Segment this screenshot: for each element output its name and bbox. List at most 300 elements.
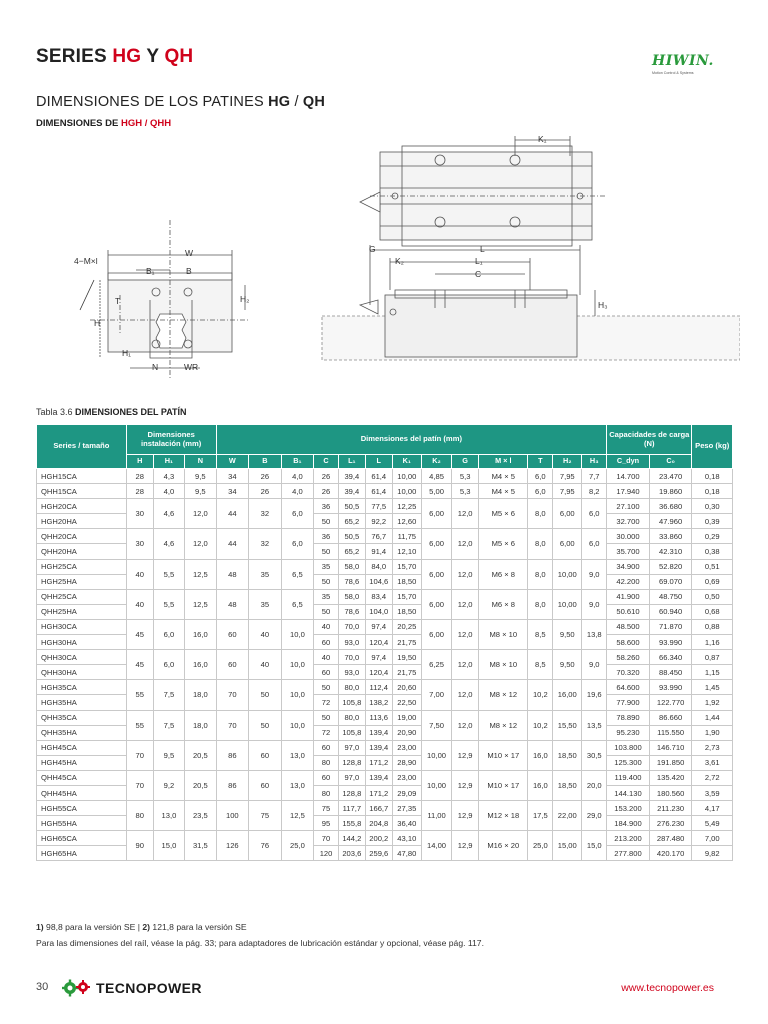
cell-kg: 2,72 [692, 770, 733, 785]
row-model-name: QHH25HA [37, 604, 127, 619]
cell-kg: 0,50 [692, 589, 733, 604]
cell-c: 35 [314, 589, 339, 604]
drawing-label-wr: WR [184, 362, 199, 372]
cell-h: 80 [126, 801, 153, 831]
cell-c0: 122.770 [649, 695, 692, 710]
row-model-name: HGH25CA [37, 559, 127, 574]
cell-t: 8,5 [528, 619, 553, 649]
drawing-label-n: N [152, 362, 159, 372]
cell-n: 16,0 [185, 650, 216, 680]
cell-cdyn: 184.900 [607, 816, 650, 831]
cell-c0: 60.940 [649, 604, 692, 619]
cell-b: 40 [249, 650, 282, 680]
cell-h3: 29,0 [582, 801, 607, 831]
cell-b1: 6,5 [281, 559, 314, 589]
row-model-name: HGH35CA [37, 680, 127, 695]
cell-m: M4 × 5 [479, 484, 528, 499]
cell-t: 16,0 [528, 740, 553, 770]
cell-b1: 10,0 [281, 710, 314, 740]
cell-t: 6,0 [528, 469, 553, 484]
cell-l: 113,6 [365, 710, 392, 725]
cell-h1: 9,5 [153, 740, 184, 770]
cell-k2: 14,00 [421, 831, 451, 861]
cell-k1: 15,70 [392, 589, 421, 604]
column-header: T [528, 455, 553, 469]
series-hg: HG [112, 46, 142, 67]
cell-l1: 155,8 [338, 816, 365, 831]
cell-c: 40 [314, 650, 339, 665]
page-series-title [36, 46, 193, 68]
section-title-qh: QH [302, 94, 326, 110]
cell-n: 12,0 [185, 529, 216, 559]
cell-l: 97,4 [365, 650, 392, 665]
row-model-name: HGH20HA [37, 514, 127, 529]
drawing-label-l1: L₁ [475, 256, 483, 266]
cell-b1: 6,0 [281, 529, 314, 559]
footnote-1-text: 98,8 para la versión SE | [43, 922, 143, 932]
column-header: K₁ [392, 455, 421, 469]
cell-kg: 0,18 [692, 484, 733, 499]
cell-h2: 22,00 [553, 801, 582, 831]
cell-c0: 69.070 [649, 574, 692, 589]
cell-cdyn: 27.100 [607, 499, 650, 514]
section-subtitle [36, 118, 171, 129]
cell-l1: 78,6 [338, 574, 365, 589]
cell-k2: 6,00 [421, 589, 451, 619]
cell-k1: 20,90 [392, 725, 421, 740]
front-view-drawing [80, 220, 250, 380]
cell-kg: 4,17 [692, 801, 733, 816]
column-header: G [452, 455, 479, 469]
cell-l1: 117,7 [338, 801, 365, 816]
cell-l1: 65,2 [338, 514, 365, 529]
cell-k2: 4,85 [421, 469, 451, 484]
table-row [37, 831, 733, 846]
tecnopower-logo [62, 978, 202, 998]
drawing-label-b: B [186, 266, 192, 276]
row-model-name: QHH30CA [37, 650, 127, 665]
column-header: W [216, 455, 249, 469]
subtitle-sep: / [142, 118, 151, 129]
cell-l: 61,4 [365, 469, 392, 484]
cell-l1: 128,8 [338, 755, 365, 770]
footnote-rail-reference: Para las dimensiones del raíl, véase la pág. 33; para adaptadores de lubricación estándar y opcional, véase pág. 117. [36, 938, 484, 948]
column-header: H₂ [553, 455, 582, 469]
cell-cdyn: 119.400 [607, 770, 650, 785]
cell-b1: 6,5 [281, 589, 314, 619]
cell-k2: 6,00 [421, 619, 451, 649]
cell-h: 40 [126, 559, 153, 589]
cell-c: 35 [314, 559, 339, 574]
drawing-label-l: L [480, 244, 485, 254]
cell-h3: 8,2 [582, 484, 607, 499]
row-model-name: HGH65HA [37, 846, 127, 861]
cell-h3: 9,0 [582, 589, 607, 619]
cell-g: 12,0 [452, 559, 479, 589]
cell-cdyn: 213.200 [607, 831, 650, 846]
row-model-name: QHH35HA [37, 725, 127, 740]
footnote-2-mark: 2) [142, 922, 151, 932]
cell-k1: 20,25 [392, 619, 421, 634]
cell-h3: 6,0 [582, 529, 607, 559]
cell-kg: 0,51 [692, 559, 733, 574]
cell-l1: 80,0 [338, 710, 365, 725]
cell-c: 50 [314, 514, 339, 529]
cell-l: 259,6 [365, 846, 392, 861]
cell-c: 60 [314, 635, 339, 650]
cell-k1: 19,50 [392, 650, 421, 665]
cell-h3: 19,6 [582, 680, 607, 710]
header-install: Dimensiones instalación (mm) [126, 425, 216, 455]
cell-h3: 9,0 [582, 650, 607, 680]
cell-kg: 7,00 [692, 831, 733, 846]
cell-c0: 211.230 [649, 801, 692, 816]
cell-c: 60 [314, 740, 339, 755]
table-row [37, 469, 733, 484]
cell-c: 50 [314, 604, 339, 619]
section-title [36, 94, 325, 110]
cell-l: 120,4 [365, 635, 392, 650]
cell-cdyn: 153.200 [607, 801, 650, 816]
cell-l1: 39,4 [338, 469, 365, 484]
cell-h2: 7,95 [553, 469, 582, 484]
cell-m: M12 × 18 [479, 801, 528, 831]
cell-b: 75 [249, 801, 282, 831]
cell-l1: 70,0 [338, 650, 365, 665]
cell-c: 95 [314, 816, 339, 831]
cell-c: 50 [314, 710, 339, 725]
cell-kg: 0,88 [692, 619, 733, 634]
cell-m: M8 × 10 [479, 650, 528, 680]
cell-t: 8,5 [528, 650, 553, 680]
cell-k2: 7,50 [421, 710, 451, 740]
header-series: Series / tamaño [37, 425, 127, 469]
cell-k2: 5,00 [421, 484, 451, 499]
cell-h1: 4,6 [153, 499, 184, 529]
cell-k1: 21,75 [392, 665, 421, 680]
cell-cdyn: 48.500 [607, 619, 650, 634]
cell-l1: 78,6 [338, 604, 365, 619]
cell-cdyn: 14.700 [607, 469, 650, 484]
row-model-name: HGH25HA [37, 574, 127, 589]
cell-g: 12,9 [452, 770, 479, 800]
cell-m: M5 × 6 [479, 499, 528, 529]
drawing-label-h1: H₁ [122, 348, 132, 358]
row-model-name: HGH35HA [37, 695, 127, 710]
cell-b: 32 [249, 499, 282, 529]
cell-l1: 50,5 [338, 529, 365, 544]
cell-h3: 7,7 [582, 469, 607, 484]
cell-cdyn: 95.230 [607, 725, 650, 740]
cell-cdyn: 77.900 [607, 695, 650, 710]
cell-g: 12,9 [452, 831, 479, 861]
column-header: H₃ [582, 455, 607, 469]
table-row [37, 619, 733, 634]
cell-m: M5 × 6 [479, 529, 528, 559]
cell-g: 12,0 [452, 650, 479, 680]
cell-g: 12,0 [452, 529, 479, 559]
cell-l1: 105,8 [338, 725, 365, 740]
table-row [37, 499, 733, 514]
cell-c: 50 [314, 680, 339, 695]
column-header: N [185, 455, 216, 469]
cell-n: 12,0 [185, 499, 216, 529]
cell-h: 30 [126, 529, 153, 559]
cell-k2: 6,00 [421, 499, 451, 529]
cell-c0: 47.960 [649, 514, 692, 529]
cell-kg: 1,44 [692, 710, 733, 725]
drawing-label-g: G [369, 244, 376, 254]
row-model-name: QHH25CA [37, 589, 127, 604]
cell-b: 35 [249, 589, 282, 619]
cell-l: 91,4 [365, 544, 392, 559]
cell-b: 26 [249, 469, 282, 484]
cell-h1: 9,2 [153, 770, 184, 800]
row-model-name: QHH15CA [37, 484, 127, 499]
cell-c0: 420.170 [649, 846, 692, 861]
cell-g: 5,3 [452, 469, 479, 484]
table-row [37, 650, 733, 665]
cell-cdyn: 34.900 [607, 559, 650, 574]
cell-c: 26 [314, 484, 339, 499]
cell-k1: 18,50 [392, 574, 421, 589]
cell-b: 76 [249, 831, 282, 861]
row-model-name: QHH35CA [37, 710, 127, 725]
cell-b1: 6,0 [281, 499, 314, 529]
cell-k2: 10,00 [421, 740, 451, 770]
cell-c: 120 [314, 846, 339, 861]
cell-b: 50 [249, 710, 282, 740]
cell-l1: 128,8 [338, 785, 365, 800]
cell-h2: 6,00 [553, 499, 582, 529]
column-header: C_dyn [607, 455, 650, 469]
cell-h2: 7,95 [553, 484, 582, 499]
cell-k1: 12,10 [392, 544, 421, 559]
column-header: L₁ [338, 455, 365, 469]
cell-cdyn: 277.800 [607, 846, 650, 861]
cell-c: 36 [314, 499, 339, 514]
hiwin-logo-text: HIWIN. [652, 53, 714, 69]
cell-k2: 6,00 [421, 529, 451, 559]
cell-l: 97,4 [365, 619, 392, 634]
cell-b: 60 [249, 740, 282, 770]
cell-b: 35 [249, 559, 282, 589]
column-header: C [314, 455, 339, 469]
cell-k2: 10,00 [421, 770, 451, 800]
cell-h2: 18,50 [553, 740, 582, 770]
cell-k1: 23,00 [392, 770, 421, 785]
cell-c: 70 [314, 831, 339, 846]
cell-h3: 9,0 [582, 559, 607, 589]
cell-cdyn: 30.000 [607, 529, 650, 544]
cell-c0: 33.860 [649, 529, 692, 544]
cell-h2: 15,50 [553, 710, 582, 740]
cell-n: 18,0 [185, 680, 216, 710]
cell-h: 45 [126, 650, 153, 680]
cell-k1: 11,75 [392, 529, 421, 544]
cell-cdyn: 58.600 [607, 635, 650, 650]
cell-c: 60 [314, 665, 339, 680]
cell-kg: 3,61 [692, 755, 733, 770]
cell-c: 72 [314, 725, 339, 740]
cell-h1: 6,0 [153, 619, 184, 649]
cell-b1: 4,0 [281, 469, 314, 484]
cell-l: 138,2 [365, 695, 392, 710]
cell-h1: 4,3 [153, 469, 184, 484]
cell-l: 139,4 [365, 770, 392, 785]
cell-n: 31,5 [185, 831, 216, 861]
cell-b: 50 [249, 680, 282, 710]
cell-h3: 30,5 [582, 740, 607, 770]
column-header: H₁ [153, 455, 184, 469]
cell-cdyn: 32.700 [607, 514, 650, 529]
cell-b1: 10,0 [281, 619, 314, 649]
cell-w: 34 [216, 484, 249, 499]
cell-l: 104,0 [365, 604, 392, 619]
cell-w: 44 [216, 529, 249, 559]
cell-h3: 6,0 [582, 499, 607, 529]
cell-h2: 10,00 [553, 559, 582, 589]
cell-l: 139,4 [365, 740, 392, 755]
cell-cdyn: 70.320 [607, 665, 650, 680]
cell-h1: 4,6 [153, 529, 184, 559]
subtitle-qhh: QHH [150, 118, 172, 129]
cell-c0: 93.990 [649, 635, 692, 650]
cell-kg: 0,29 [692, 529, 733, 544]
table-caption-prefix: Tabla 3.6 [36, 407, 76, 417]
cell-m: M16 × 20 [479, 831, 528, 861]
cell-b1: 4,0 [281, 484, 314, 499]
cell-c: 60 [314, 770, 339, 785]
cell-b1: 12,5 [281, 801, 314, 831]
cell-k2: 7,00 [421, 680, 451, 710]
cell-c: 80 [314, 755, 339, 770]
cell-c0: 71.870 [649, 619, 692, 634]
block-dimension-drawings [60, 130, 740, 400]
cell-n: 9,5 [185, 469, 216, 484]
cell-b1: 13,0 [281, 740, 314, 770]
cell-kg: 1,15 [692, 665, 733, 680]
cell-g: 12,0 [452, 589, 479, 619]
cell-k1: 47,80 [392, 846, 421, 861]
cell-kg: 0,68 [692, 604, 733, 619]
cell-k1: 29,09 [392, 785, 421, 800]
cell-k2: 6,25 [421, 650, 451, 680]
cell-w: 70 [216, 680, 249, 710]
cell-h1: 4,0 [153, 484, 184, 499]
cell-n: 20,5 [185, 770, 216, 800]
cell-h1: 15,0 [153, 831, 184, 861]
cell-l: 204,8 [365, 816, 392, 831]
cell-kg: 3,59 [692, 785, 733, 800]
row-model-name: QHH20CA [37, 529, 127, 544]
drawing-label-c: C [475, 269, 482, 279]
cell-m: M6 × 8 [479, 589, 528, 619]
row-model-name: HGH30HA [37, 635, 127, 650]
subtitle-prefix: DIMENSIONES DE [36, 118, 121, 129]
cell-k1: 10,00 [392, 484, 421, 499]
cell-l: 92,2 [365, 514, 392, 529]
cell-l1: 80,0 [338, 680, 365, 695]
cell-w: 126 [216, 831, 249, 861]
cell-n: 16,0 [185, 619, 216, 649]
cell-g: 12,0 [452, 619, 479, 649]
website-link[interactable]: www.tecnopower.es [621, 982, 714, 994]
cell-l: 171,2 [365, 755, 392, 770]
cell-c0: 135.420 [649, 770, 692, 785]
series-prefix: SERIES [36, 46, 113, 67]
cell-g: 12,9 [452, 801, 479, 831]
row-model-name: HGH55HA [37, 816, 127, 831]
cell-b1: 13,0 [281, 770, 314, 800]
series-qh: QH [164, 46, 194, 67]
cell-t: 25,0 [528, 831, 553, 861]
cell-c0: 48.750 [649, 589, 692, 604]
cell-n: 9,5 [185, 484, 216, 499]
cell-kg: 1,90 [692, 725, 733, 740]
cell-c: 50 [314, 574, 339, 589]
cell-l1: 50,5 [338, 499, 365, 514]
cell-c0: 88.450 [649, 665, 692, 680]
side-view-drawing [322, 245, 740, 360]
cell-k2: 6,00 [421, 559, 451, 589]
table-row [37, 770, 733, 785]
table-row [37, 589, 733, 604]
cell-n: 18,0 [185, 710, 216, 740]
cell-h2: 6,00 [553, 529, 582, 559]
cell-h1: 5,5 [153, 589, 184, 619]
cell-k1: 12,60 [392, 514, 421, 529]
gears-icon [62, 979, 92, 997]
cell-l: 120,4 [365, 665, 392, 680]
cell-c0: 115.550 [649, 725, 692, 740]
cell-h2: 9,50 [553, 619, 582, 649]
section-title-hg: HG [268, 94, 291, 110]
cell-w: 34 [216, 469, 249, 484]
cell-b: 40 [249, 619, 282, 649]
cell-t: 10,2 [528, 680, 553, 710]
row-model-name: HGH30CA [37, 619, 127, 634]
cell-l: 200,2 [365, 831, 392, 846]
drawing-label-k2: K₂ [395, 256, 404, 266]
cell-kg: 5,49 [692, 816, 733, 831]
row-model-name: HGH65CA [37, 831, 127, 846]
cell-k1: 36,40 [392, 816, 421, 831]
section-title-prefix: DIMENSIONES DE LOS PATINES [36, 94, 269, 110]
drawing-label-h2: H₂ [240, 294, 250, 304]
row-model-name: QHH30HA [37, 665, 127, 680]
cell-b1: 10,0 [281, 650, 314, 680]
table-caption [36, 407, 187, 417]
cell-c0: 19.860 [649, 484, 692, 499]
column-header: B [249, 455, 282, 469]
table-body [37, 469, 733, 861]
cell-k1: 10,00 [392, 469, 421, 484]
cell-kg: 2,73 [692, 740, 733, 755]
cell-kg: 0,69 [692, 574, 733, 589]
row-model-name: QHH20HA [37, 544, 127, 559]
cell-t: 6,0 [528, 484, 553, 499]
cell-l1: 97,0 [338, 770, 365, 785]
cell-m: M8 × 12 [479, 680, 528, 710]
cell-g: 12,0 [452, 680, 479, 710]
cell-k2: 11,00 [421, 801, 451, 831]
cell-h: 90 [126, 831, 153, 861]
cell-k1: 27,35 [392, 801, 421, 816]
cell-kg: 1,45 [692, 680, 733, 695]
drawing-label-t: T [115, 296, 121, 306]
cell-h3: 20,0 [582, 770, 607, 800]
